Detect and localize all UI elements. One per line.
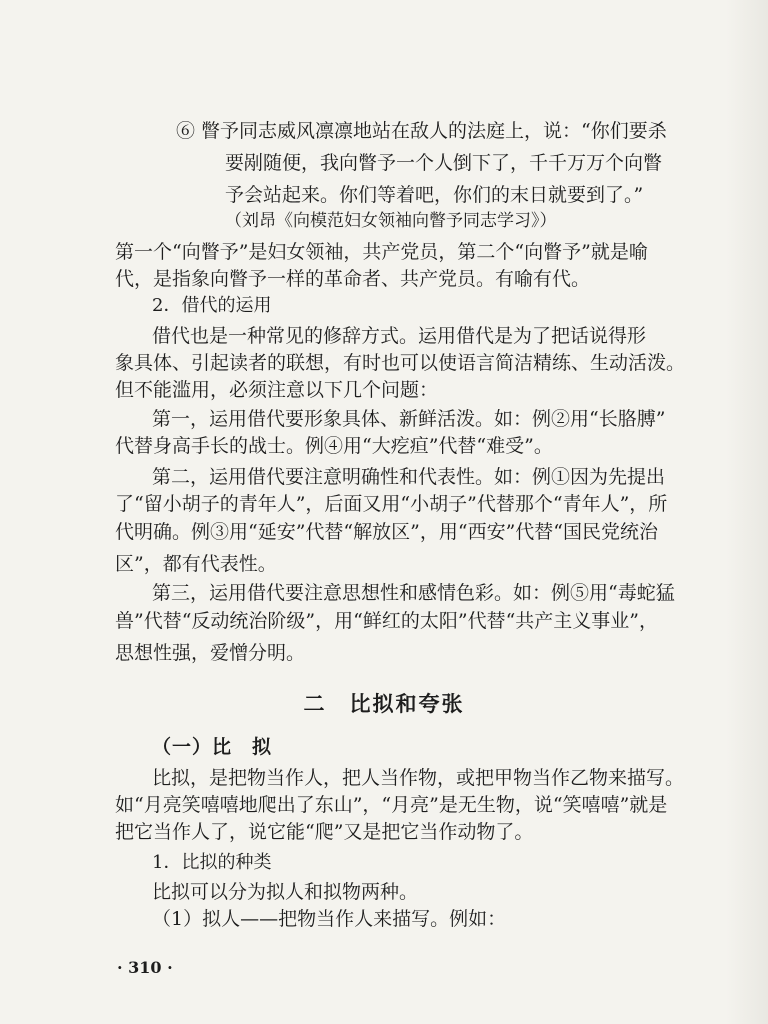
section-2-paragraph-2-line-1: 第一，运用借代要形象具体、新鲜活泼。如：例②用“长胳膊”	[152, 408, 666, 430]
example-6-line-3: 予会站起来。你们等着吧，你们的末日就要到了。”	[225, 184, 644, 206]
page-number: · 310 ·	[117, 958, 173, 977]
section-2-paragraph-3-line-1: 第二，运用借代要注意明确性和代表性。如：例①因为先提出	[152, 466, 666, 488]
section-2-paragraph-1-line-3: 但不能滥用，必须注意以下几个问题：	[115, 379, 439, 401]
example-6-source: （刘昂《向模范妇女领袖向瞥予同志学习》）	[225, 211, 557, 231]
explanation-line-1: 第一个“向瞥予”是妇女领袖，共产党员，第二个“向瞥予”就是喻	[115, 241, 648, 263]
example-6-line-2: 要剐随便，我向瞥予一个人倒下了，千千万万个向瞥	[225, 152, 663, 174]
subsection-heading: （一）比 拟	[152, 736, 273, 758]
section-2-paragraph-3-line-4: 区”，都有代表性。	[115, 553, 277, 575]
kinds-paragraph: 比拟可以分为拟人和拟物两种。	[152, 881, 419, 903]
section-2-paragraph-4-line-1: 第三，运用借代要注意思想性和感情色彩。如：例⑤用“毒蛇猛	[152, 582, 675, 604]
kinds-item-1: （1）拟人——把物当作人来描写。例如：	[152, 908, 507, 930]
section-2-title: 2．借代的运用	[152, 295, 272, 316]
example-6-line-1: ⑥ 瞥予同志威风凛凛地站在敌人的法庭上，说：“你们要杀	[176, 120, 667, 142]
subsection-paragraph-line-1: 比拟，是把物当作人，把人当作物，或把甲物当作乙物来描写。	[152, 767, 685, 789]
section-2-paragraph-3-line-3: 代明确。例③用“延安”代替“解放区”，用“西安”代替“国民党统治	[115, 521, 658, 543]
section-2-paragraph-3-line-2: 了“留小胡子的青年人”，后面又用“小胡子”代替那个“青年人”，所	[115, 493, 668, 515]
section-2-paragraph-1-line-2: 象具体、引起读者的联想，有时也可以使语言简洁精练、生动活泼。	[115, 352, 686, 374]
chapter-heading: 二 比拟和夸张	[303, 691, 465, 716]
page-edge-shadow	[726, 0, 768, 1024]
section-2-paragraph-4-line-3: 思想性强，爱憎分明。	[115, 642, 306, 664]
section-2-paragraph-2-line-2: 代替身高手长的战士。例④用“大疙疸”代替“难受”。	[115, 435, 553, 457]
section-2-paragraph-1-line-1: 借代也是一种常见的修辞方式。运用借代是为了把话说得形	[152, 325, 647, 347]
section-2-paragraph-4-line-2: 兽”代替“反动统治阶级”，用“鲜红的太阳”代替“共产主义事业”，	[115, 610, 658, 632]
explanation-line-2: 代，是指象向瞥予一样的革命者、共产党员。有喻有代。	[115, 268, 591, 290]
subsection-paragraph-line-3: 把它当作人了，说它能“爬”又是把它当作动物了。	[115, 821, 534, 843]
kinds-title: 1．比拟的种类	[152, 852, 272, 873]
subsection-paragraph-line-2: 如“月亮笑嘻嘻地爬出了东山”，“月亮”是无生物，说“笑嘻嘻”就是	[115, 794, 668, 816]
